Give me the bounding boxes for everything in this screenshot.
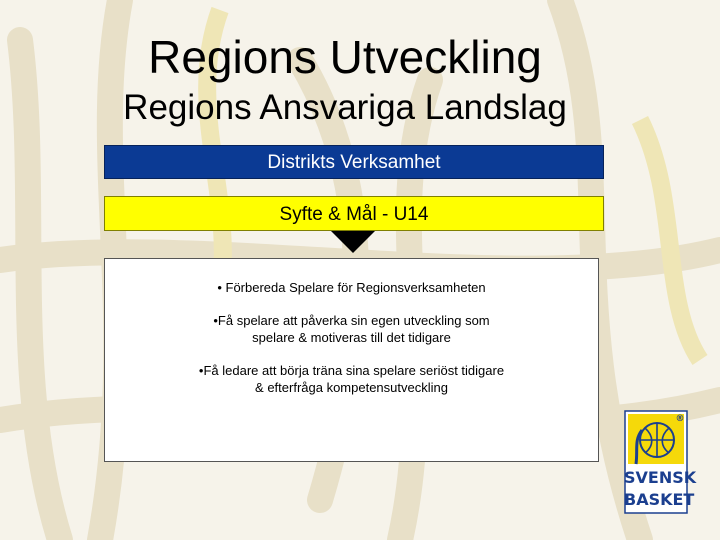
- syfte-mal-bar: Syfte & Mål - U14: [104, 196, 604, 231]
- slide-title: Regions Utveckling: [148, 31, 542, 83]
- svensk-basket-logo: [624, 410, 697, 514]
- logo-line-svensk: SVENSK: [624, 468, 697, 487]
- content-box: [104, 258, 599, 462]
- bullet-item: • Förbereda Spelare för Regionsverksamheten: [217, 280, 486, 295]
- registered-mark: ®: [675, 414, 685, 424]
- bullet-item: •Få ledare att börja träna sina spelare seriöst tidigare & efterfråga kompetensutveckling: [198, 363, 505, 395]
- bullet-item: •Få spelare att påverka sin egen utveckling som spelare & motiveras till det tidigare: [213, 313, 490, 345]
- logo-line-basket: BASKET: [624, 490, 695, 509]
- slide-subtitle: Regions Ansvariga Landslag: [123, 88, 567, 127]
- down-arrow-icon: [331, 231, 375, 253]
- distrikts-verksamhet-bar: Distrikts Verksamhet: [104, 145, 604, 179]
